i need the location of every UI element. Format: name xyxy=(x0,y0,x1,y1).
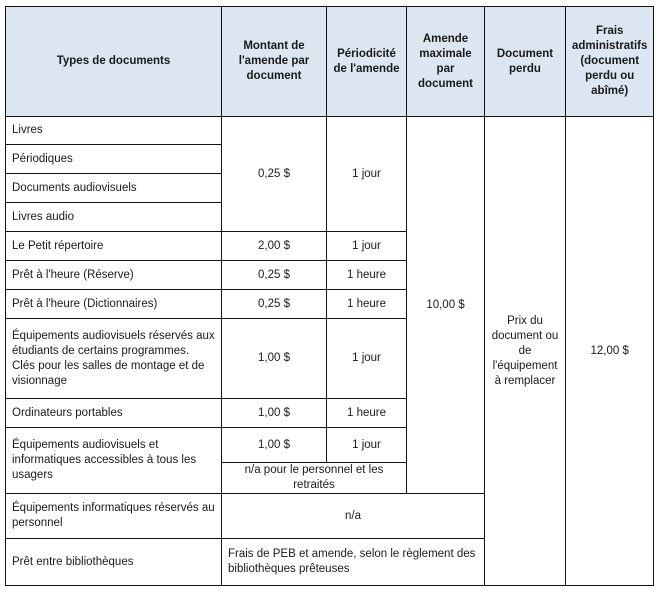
header-amende-max: Amende maximale par document xyxy=(407,7,485,117)
type-cell: Équipements audiovisuels réservés aux étudiants de certains programmes. Clés pour les salles de montage et de visionnage xyxy=(6,319,222,399)
montant-cell: 1,00 $ xyxy=(222,399,327,428)
periodicite-cell: 1 jour xyxy=(327,232,407,261)
amende-max-cell: 10,00 $ xyxy=(407,117,485,494)
periodicite-cell: 1 heure xyxy=(327,399,407,428)
header-periodicite: Périodicité de l'amende xyxy=(327,7,407,117)
header-montant: Montant de l'amende par document xyxy=(222,7,327,117)
montant-cell: 2,00 $ xyxy=(222,232,327,261)
type-cell: Prêt à l'heure (Réserve) xyxy=(6,261,222,290)
table-row xyxy=(6,117,654,145)
na-cell: n/a xyxy=(222,494,485,539)
montant-cell: 1,00 $ xyxy=(222,319,327,399)
type-cell: Prêt à l'heure (Dictionnaires) xyxy=(6,290,222,319)
na-personnel-cell: n/a pour le personnel et les retraités xyxy=(222,463,407,494)
montant-cell: 0,25 $ xyxy=(222,261,327,290)
type-cell: Documents audiovisuels xyxy=(6,174,222,203)
montant-cell: 0,25 $ xyxy=(222,290,327,319)
periodicite-cell: 1 jour xyxy=(327,319,407,399)
montant-cell: 1,00 $ xyxy=(222,428,327,463)
header-frais-admin: Frais administratifs (document perdu ou abîmé) xyxy=(566,7,654,117)
document-perdu-cell: Prix du document ou de l'équipement à remplacer xyxy=(485,117,566,586)
header-row xyxy=(6,7,654,117)
periodicite-cell: 1 jour xyxy=(327,117,407,232)
fees-table xyxy=(5,6,654,586)
header-document-perdu: Document perdu xyxy=(485,7,566,117)
periodicite-cell: 1 heure xyxy=(327,261,407,290)
type-cell: Ordinateurs portables xyxy=(6,399,222,428)
montant-cell: 0,25 $ xyxy=(222,117,327,232)
type-cell: Livres audio xyxy=(6,203,222,232)
type-cell: Équipements audiovisuels et informatiques accessibles à tous les usagers xyxy=(6,428,222,494)
header-types: Types de documents xyxy=(6,7,222,117)
type-cell: Équipements informatiques réservés au personnel xyxy=(6,494,222,539)
type-cell: Le Petit répertoire xyxy=(6,232,222,261)
periodicite-cell: 1 heure xyxy=(327,290,407,319)
type-cell: Périodiques xyxy=(6,145,222,174)
periodicite-cell: 1 jour xyxy=(327,428,407,463)
peb-cell: Frais de PEB et amende, selon le règlement des bibliothèques prêteuses xyxy=(222,539,485,586)
type-cell: Prêt entre bibliothèques xyxy=(6,539,222,586)
frais-admin-cell: 12,00 $ xyxy=(566,117,654,586)
type-cell: Livres xyxy=(6,117,222,145)
